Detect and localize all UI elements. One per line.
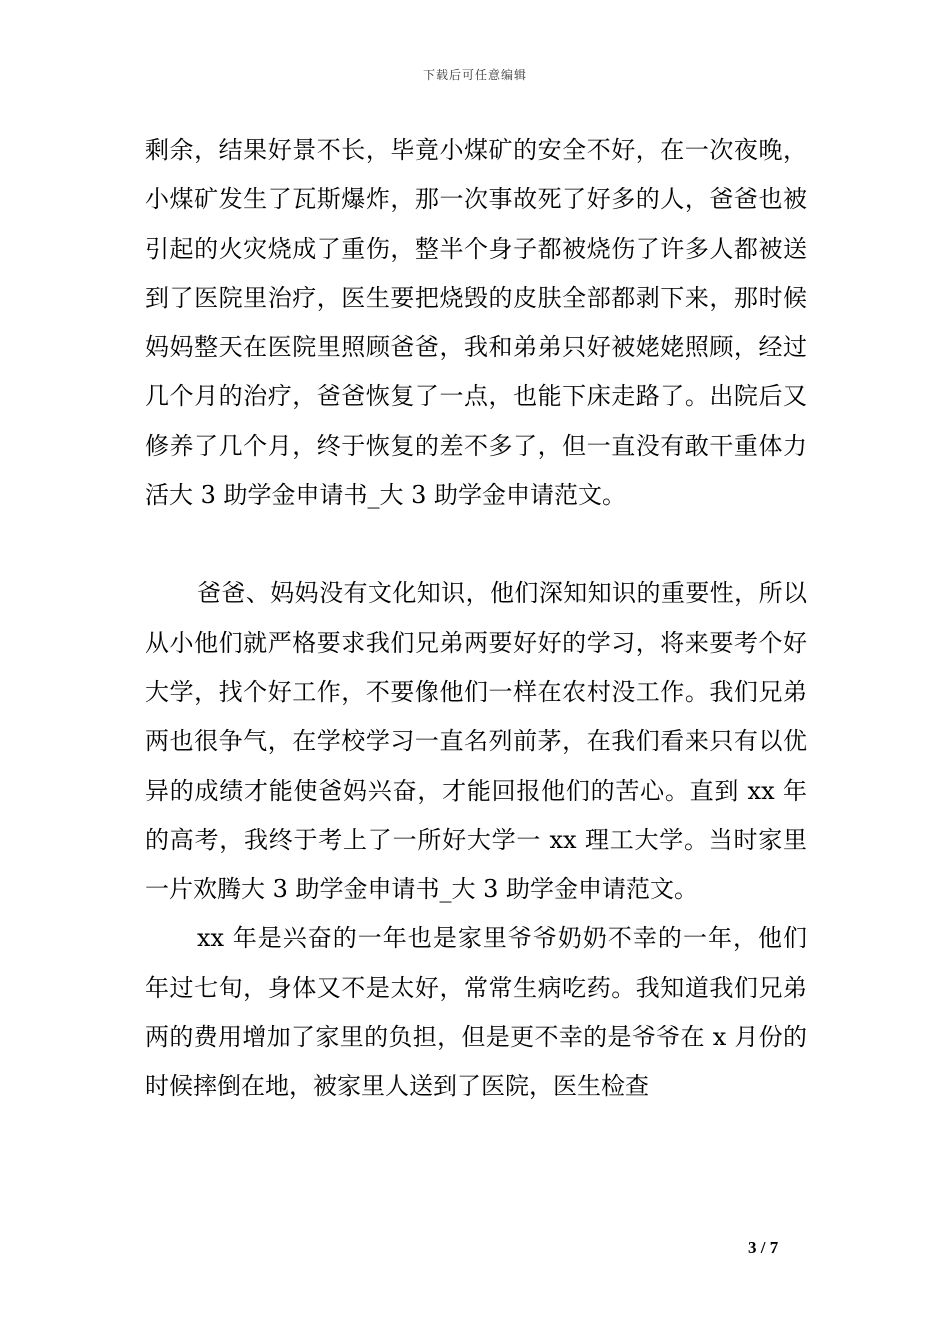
paragraph: xx 年是兴奋的一年也是家里爷爷奶奶不幸的一年，他们年过七旬，身体又不是太好，常常生病吃药。我知道我们兄弟两的费用增加了家里的负担，但是更不幸的是爷爷在 x 月份的时候摔倒在地，被家里人送到了医院，医生检查	[145, 924, 807, 1101]
page-number: 3 / 7	[748, 1238, 779, 1257]
page-header: 下载后可任意编辑	[422, 68, 527, 82]
paragraph: 剩余，结果好景不长，毕竟小煤矿的安全不好，在一次夜晚，小煤矿发生了瓦斯爆炸，那一次事故死了好多的人，爸爸也被引起的火灾烧成了重伤，整半个身子都被烧伤了许多人都被送到了医院里治疗，医生要把烧毁的皮肤全部都剥下来，那时候妈妈整天在医院里照顾爸爸，我和弟弟只好被姥姥照顾，经过几个月的治疗，爸爸恢复了一点，也能下床走路了。出院后又修养了几个月，终于恢复的差不多了，但一直没有敢干重体力活大 3 助学金申请书_大 3 助学金申请范文。	[145, 136, 807, 510]
document-body	[145, 126, 807, 1112]
paragraph: 爸爸、妈妈没有文化知识，他们深知知识的重要性，所以从小他们就严格要求我们兄弟两要好好的学习，将来要考个好大学，找个好工作，不要像他们一样在农村没工作。我们兄弟两也很争气，在学校学习一直名列前茅，在我们看来只有以优异的成绩才能使爸妈兴奋，才能回报他们的苦心。直到 xx 年的高考，我终于考上了一所好大学一 xx 理工大学。当时家里一片欢腾大 3 助学金申请书_大 3 助学金申请范文。	[145, 579, 807, 904]
paragraph-gap	[145, 520, 807, 569]
